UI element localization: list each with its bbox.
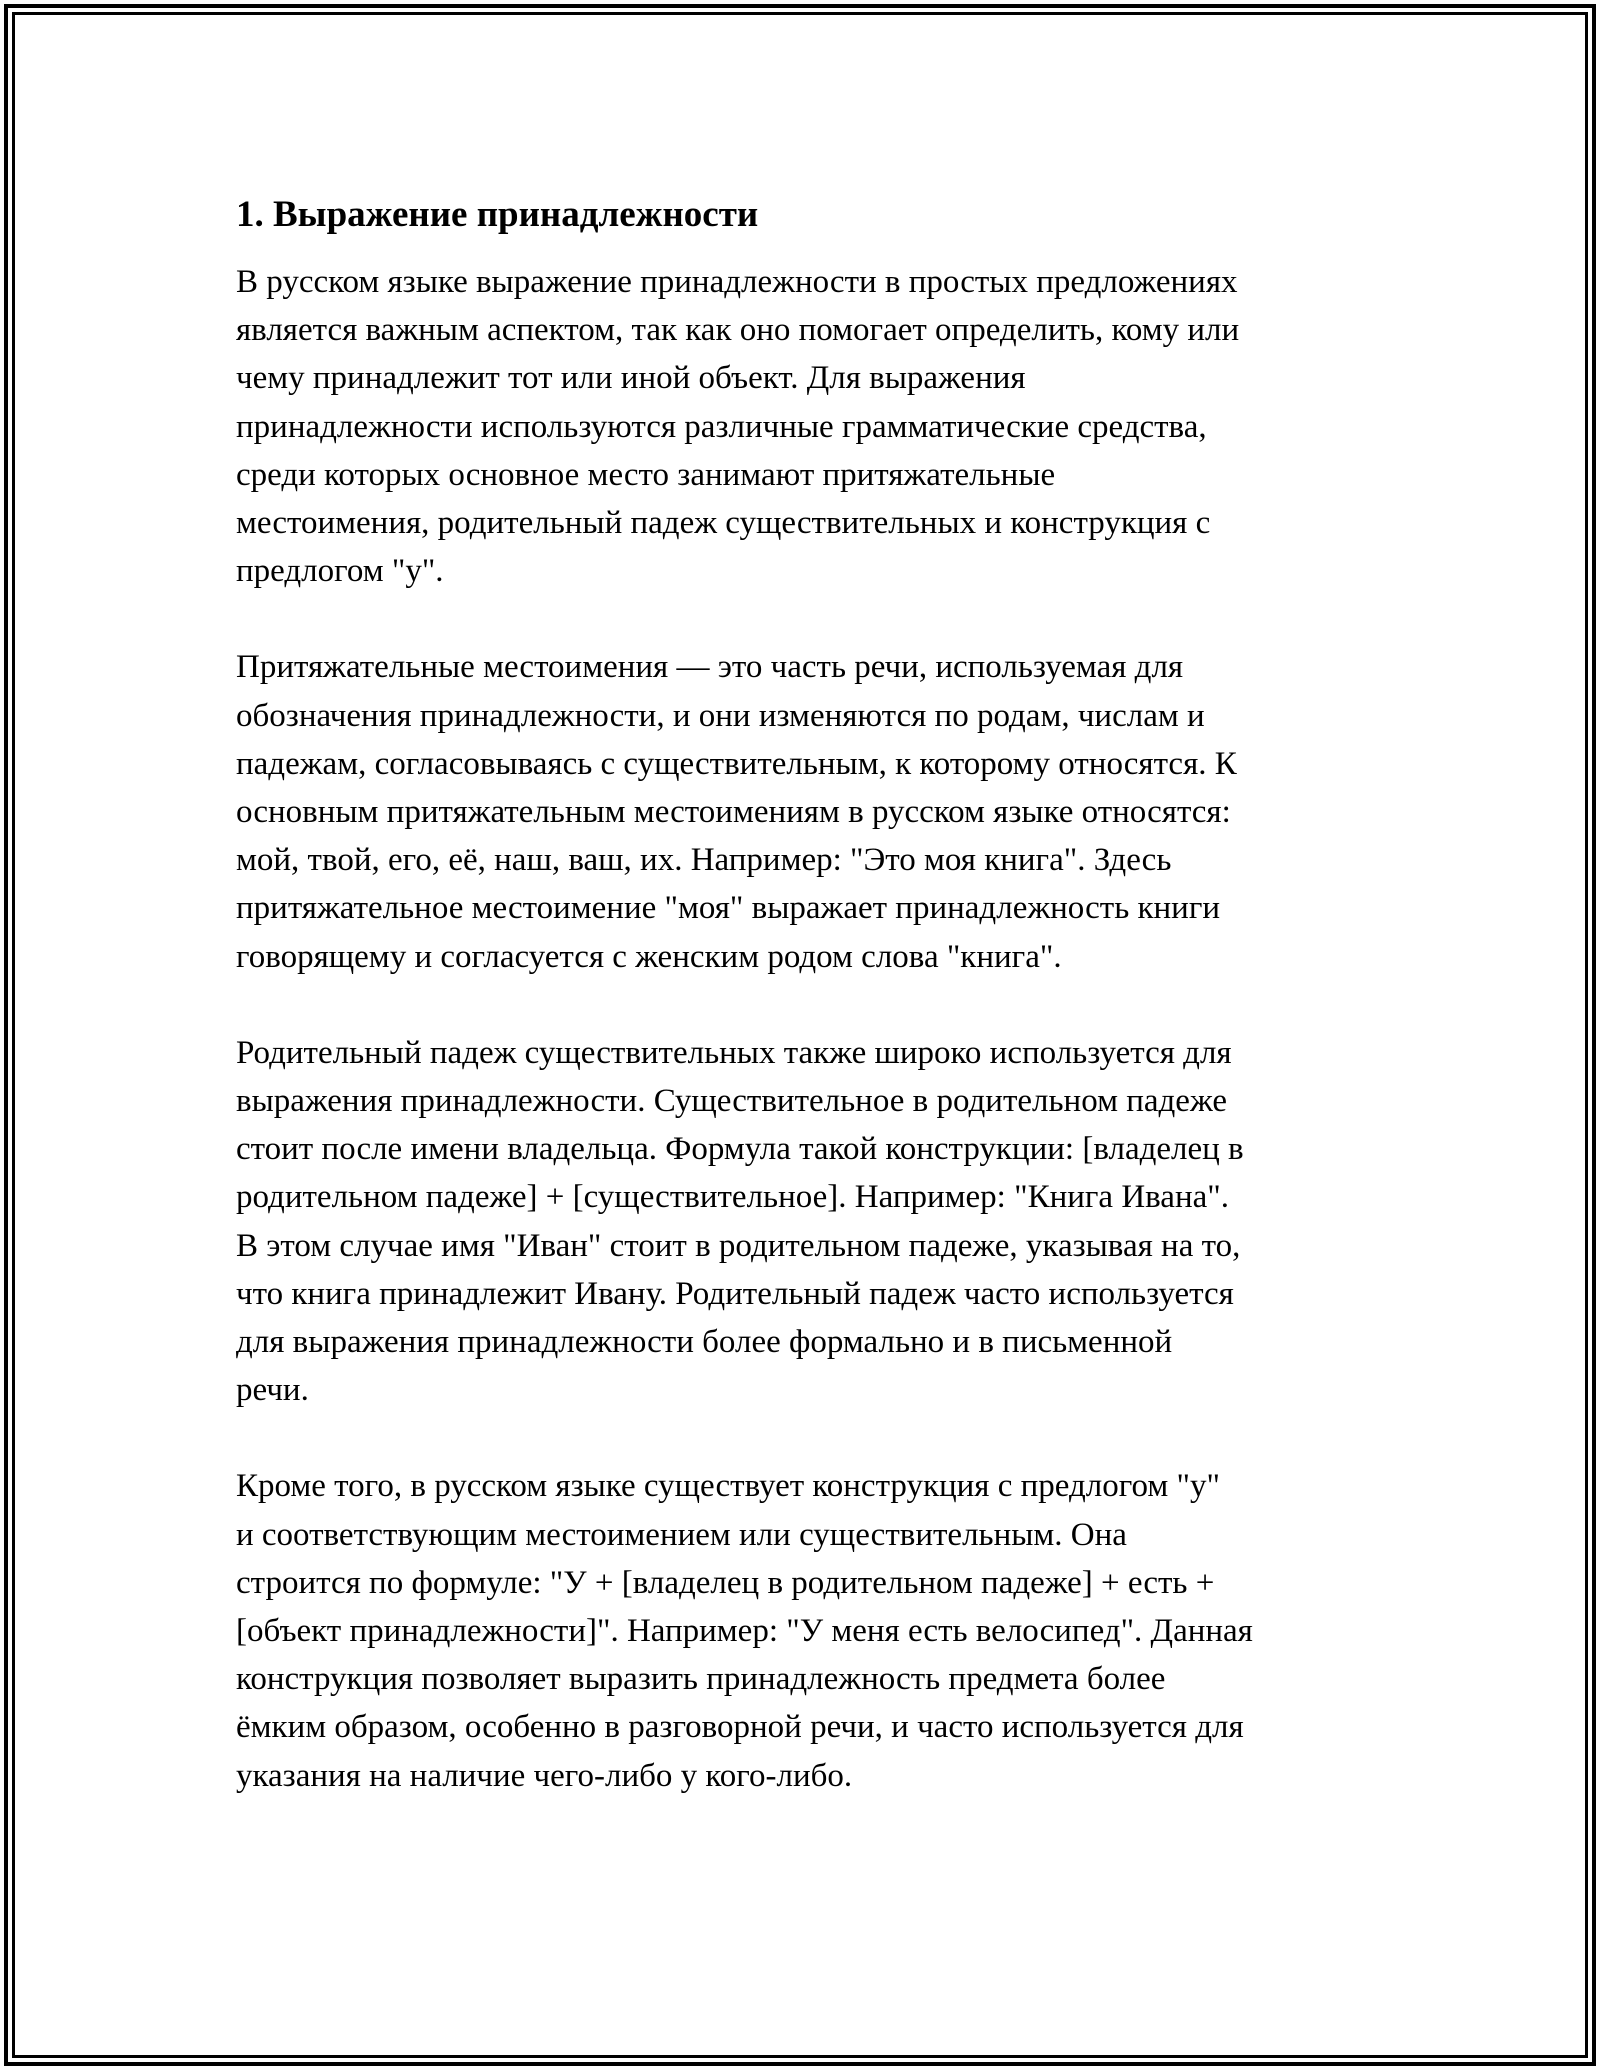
paragraph-u-construction: Кроме того, в русском языке существует конструкция с предлогом "у" и соответствующим местоимением или существительным. Она строится по формуле: "У + [владелец в родительном падеже] + есть + [объект принадлежности]". Например: "У меня есть велосипед". Данная конструкция позволяет выразить принадлежность предмета более ёмким образом, особенно в разговорной речи, и часто используется для указания на наличие чего-либо у кого-либо. [236, 1468, 1253, 1794]
paragraph-genitive-case: Родительный падеж существительных также широко используется для выражения принадлежности. Существительное в родительном падеже стоит после имени владельца. Формула такой конструкции: [владелец в родительном падеже] + [существительное]. Например: "Книга Ивана". В этом случае имя "Иван" стоит в родительном падеже, указывая на то, что книга принадлежит Ивану. Родительный падеж часто используется для выражения принадлежности более формально и в письменной речи. [236, 1034, 1244, 1409]
paragraph-possessive-pronouns: Притяжательные местоимения — это часть речи, используемая для обозначения принадлежности, и они изменяются по родам, числам и падежам, согласовываясь с существительным, к которому относятся. К основным притяжательным местоимениям в русском языке относятся: мой, твой, его, её, наш, ваш, их. Например: "Это моя книга". Здесь притяжательное местоимение "моя" выражает принадлежность книги говорящему и согласуется с женским родом слова "книга". [236, 649, 1237, 975]
section-heading: 1. Выражение принадлежности [236, 194, 759, 235]
paragraph-intro: В русском языке выражение принадлежности в простых предложениях является важным аспектом, так как оно помогает определить, кому или чему принадлежит тот или иной объект. Для выражения принадлежности используются различные грамматические средства, среди которых основное место занимают притяжательные местоимения, родительный падеж существительных и конструкция с предлогом "у". [236, 264, 1240, 590]
document-body [236, 186, 1376, 1800]
